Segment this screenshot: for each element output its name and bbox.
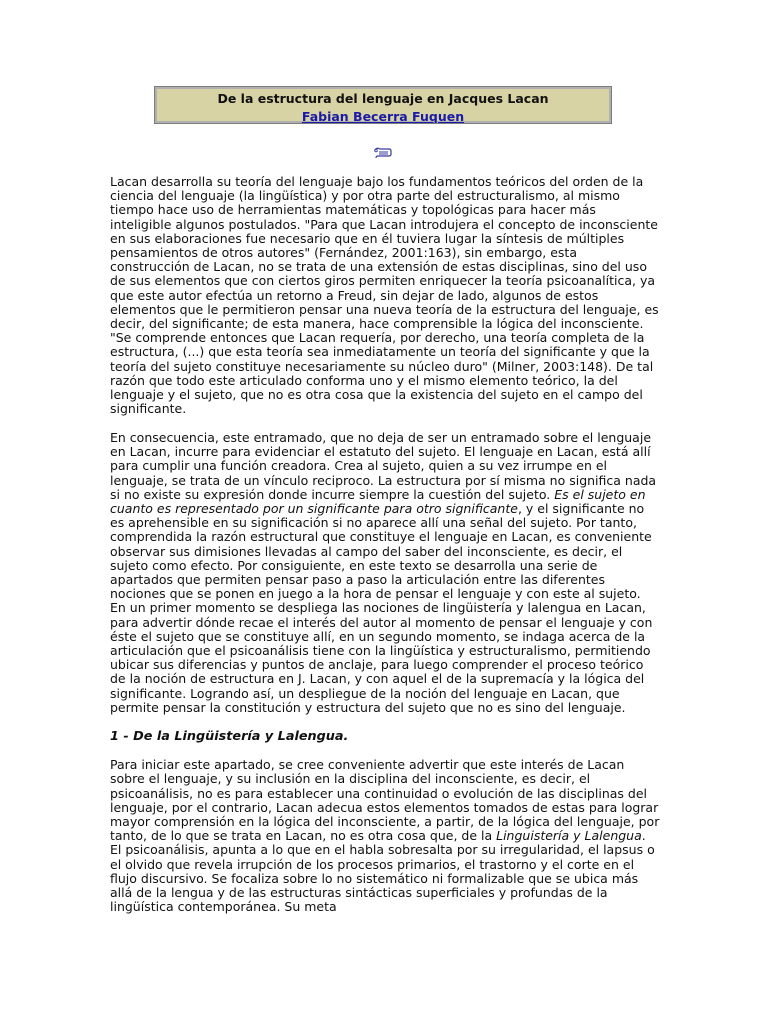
paragraph-3-text-a: Para iniciar este apartado, se cree conveniente advertir que este interés de Lacan sobre el lenguaje, y su inclusión en la disciplina del inconsciente, es decir, el psicoanálisis, no es para establecer una continuidad o evolución de las disciplinas del lenguaje, por el contrario, Lacan adecua estos elementos tomados de estas para lograr mayor comprensión en la lógica del inconsciente, a partir, de la lógica del lenguaje, por tanto, de lo que se trata en Lacan, no es otra cosa que, de la xyxy=(110,757,660,844)
paragraph-3-text-b: . El psicoanálisis, apunta a lo que en el habla sobresalta por su irregularidad, el lapsus o el olvido que revela irrupción de los procesos primarios, el trastorno y el corte en el flujo discursivo. Se focaliza sobre lo no sistemático ni formalizable que se ubica más allá de la lengua y de las estructuras sintácticas superficiales y profundas de la lingüística contemporánea. Su meta xyxy=(110,828,655,915)
paragraph-3-emphasis: Linguistería y Lalengua xyxy=(496,828,642,844)
document-title: De la estructura del lenguaje en Jacques Lacan xyxy=(217,91,549,106)
paragraph-3 xyxy=(110,758,660,914)
paragraph-2-text-b: , y el significante no es aprehensible en su significación si no aparece allí una señal del sujeto. Por tanto, comprendida la razón estructural que constituye el lenguaje en Lacan, es conveniente observar sus dimisiones llevadas al campo del saber del inconsciente, es decir, el sujeto como efecto. Por consiguiente, en este texto se desarrolla una serie de apartados que permiten pensar paso a paso la articulación entre las diferentes nociones que se ponen en juego a la hora de pensar el lenguaje y con este al sujeto. En un primer momento se despliega las nociones de lingüistería y lalengua en Lacan, para advertir dónde recae el interés del autor al momento de pensar el lenguaje y con éste el sujeto que se constituye allí, en un segundo momento, se indaga acerca de la articulación que el psicoanálisis tiene con la lingüística y estructuralismo, permitiendo ubicar sus diferencias y puntos de anclaje, para luego comprender el proceso teórico de la noción de estructura en J. Lacan, y con aquel el de la supremacía y la lógica del significante. Logrando así, un despliegue de la noción del lenguaje en Lacan, que permite pensar la constitución y estructura del sujeto que no es sino del lenguaje. xyxy=(110,500,653,715)
paragraph-2 xyxy=(110,431,660,715)
paragraph-2-emphasis: Es el sujeto en cuanto es representado por un significante para otro significante xyxy=(110,486,646,516)
section-heading-1: 1 - De la Lingüistería y Lalengua. xyxy=(110,728,349,744)
paragraph-2-text-a: En consecuencia, este entramado, que no deja de ser un entramado sobre el lenguaje en Lacan, incurre para evidenciar el estatuto del sujeto. El lenguaje en Lacan, está allí para cumplir una función creadora. Crea al sujeto, quien a su vez irrumpe en el lenguaje, se trata de un vínculo reciproco. La estructura por sí misma no significa nada si no existe su expresión donde incurre siempre la cuestión del sujeto. xyxy=(110,429,657,502)
scroll-ornament-icon xyxy=(373,146,393,160)
paragraph-1: Lacan desarrolla su teoría del lenguaje bajo los fundamentos teóricos del orden de la ciencia del lenguaje (la lingüística) y por otra parte del estructuralismo, al mismo tiempo hace uso de herramientas matemáticas y topológicas para hacer más inteligible algunos postulados. "Para que Lacan introdujera el concepto de inconsciente en sus elaboraciones fue necesario que en él tuviera lugar la síntesis de múltiples pensamientos de otros autores" (Fernández, 2001:163), sin embargo, esta construcción de Lacan, no se trata de una extensión de estas disciplinas, sino del uso de sus elementos que con ciertos giros permiten enriquecer la teoría psicoanalítica, ya que este autor efectúa un retorno a Freud, sin dejar de lado, algunos de estos elementos que le permitieron pensar una nueva teoría de la estructura del lenguaje, es decir, del significante; de esta manera, hace comprensible la lógica del inconsciente. "Se comprende entonces que Lacan requería, por derecho, una teoría completa de la estructura, (...) que esta teoría sea inmediatamente un teoría del significante y que la teoría del sujeto constituye necesariamente su núcleo duro" (Milner, 2003:148). De tal razón que todo este articulado conforma uno y el mismo elemento teórico, la del lenguaje y el sujeto, que no es otra cosa que la existencia del sujeto en el campo del significante. xyxy=(110,174,659,417)
title-box xyxy=(155,87,611,123)
article-body xyxy=(110,175,660,929)
author-link[interactable]: Fabian Becerra Fuquen xyxy=(301,109,465,124)
